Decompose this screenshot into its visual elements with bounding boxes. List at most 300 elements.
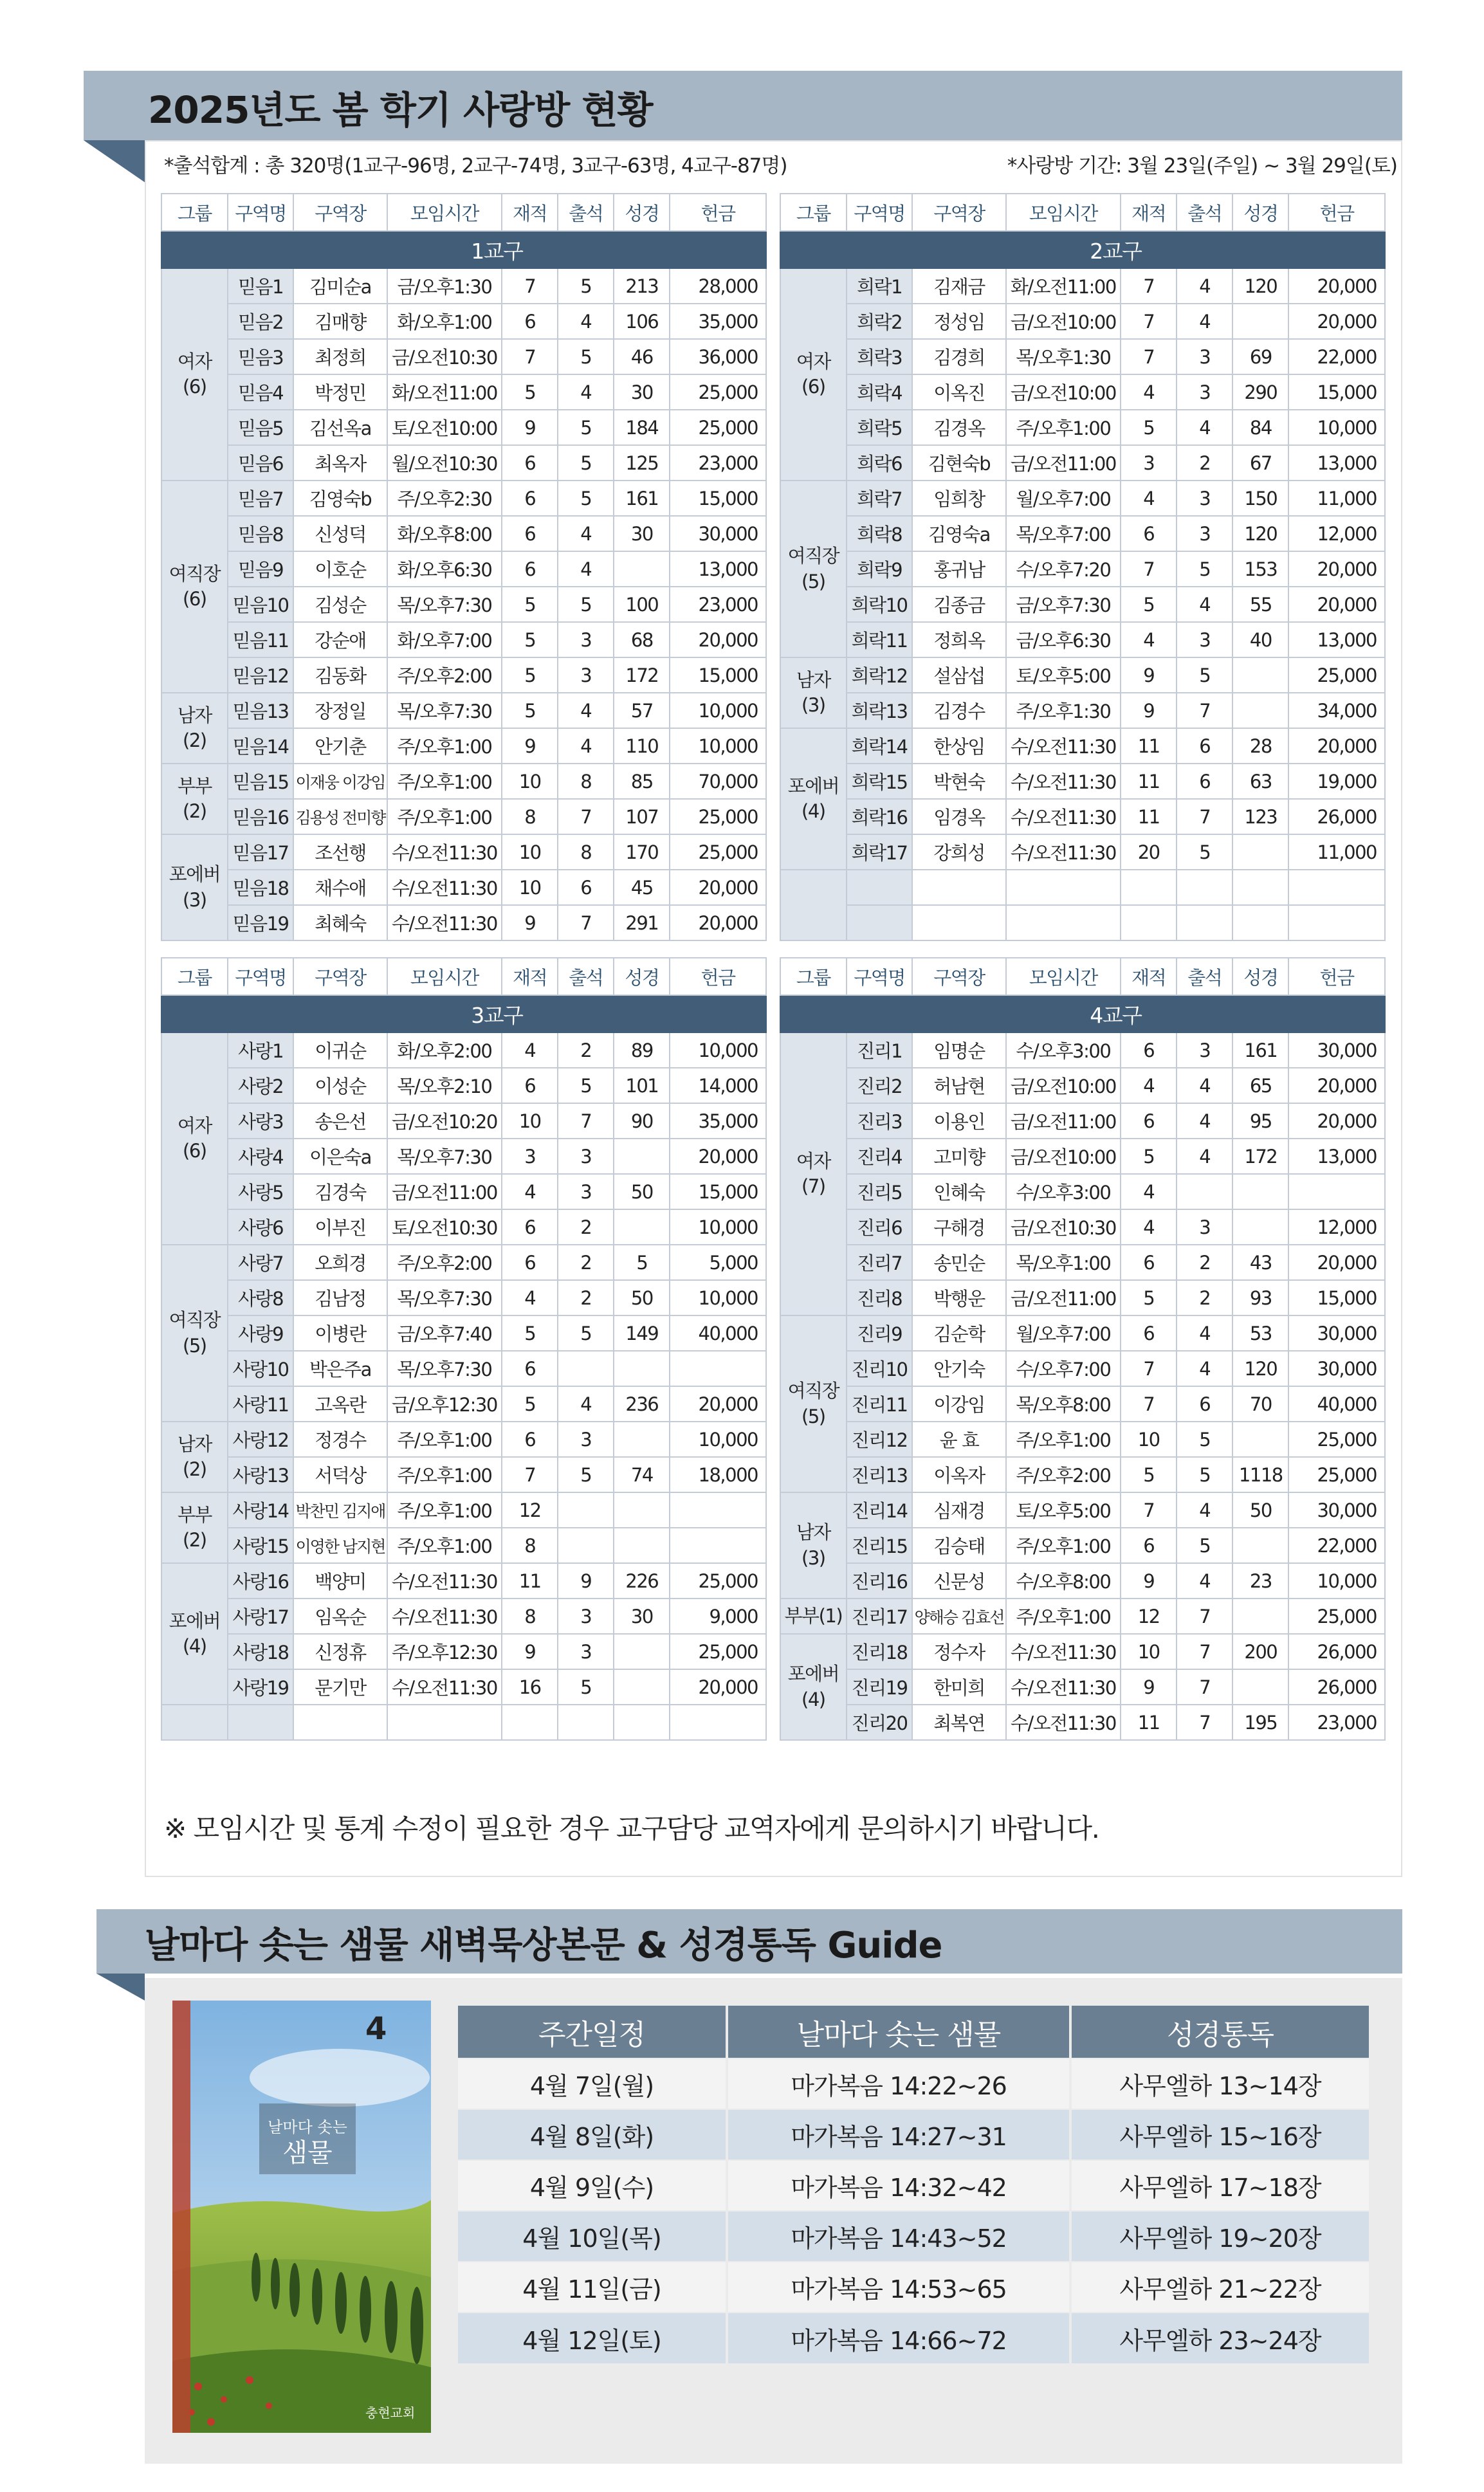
zone-leader: 박정민 [293,374,387,410]
schedule-column-header: 성경통독 [1070,2006,1370,2058]
bible-count: 149 [614,1315,670,1351]
table-row [780,1280,1385,1315]
meeting-time: 금/오전10:30 [387,339,502,374]
zone-name: 진리15 [847,1528,913,1563]
attendance-count: 8 [558,834,614,870]
district-row [161,231,766,268]
attendance-count: 6 [1177,1386,1232,1422]
book-cover-image [172,2001,431,2433]
attendance-count [558,1492,614,1528]
zone-leader: 이옥자 [912,1457,1005,1492]
bible-count: 120 [1232,516,1288,551]
attendance-count: 5 [558,1068,614,1103]
table-row [780,1634,1385,1669]
enrolled-count: 11 [1121,764,1177,799]
zone-leader: 한미희 [912,1669,1005,1705]
table-row [161,1351,766,1386]
enrolled-count [1121,870,1177,905]
bible-count [1232,657,1288,693]
table-row [161,1705,766,1740]
enrolled-count: 7 [1121,1351,1177,1386]
column-header: 구역장 [293,958,387,995]
attendance-count: 4 [558,1386,614,1422]
enrolled-count: 4 [502,1280,558,1315]
zone-leader: 김영숙b [293,481,387,516]
table-row [780,516,1385,551]
attendance-count: 5 [558,1669,614,1705]
zone-name: 희락2 [847,304,913,339]
offering-amount: 25,000 [1288,1457,1385,1492]
bible-count: 30 [614,374,670,410]
bible-count: 290 [1232,374,1288,410]
attendance-count: 2 [558,1245,614,1280]
bible-count [1232,693,1288,728]
enrolled-count: 5 [1121,1139,1177,1174]
meeting-time: 수/오후7:20 [1006,551,1121,587]
attendance-count: 3 [558,1139,614,1174]
zone-leader: 이옥진 [912,374,1005,410]
zone-leader: 양해승 김효선 [912,1599,1005,1634]
attendance-count: 4 [1177,1563,1232,1599]
offering-amount: 30,000 [670,516,766,551]
enrolled-count: 5 [502,1315,558,1351]
devotional-passage: 마가복음 14:43~52 [727,2211,1070,2262]
bible-count: 30 [614,1599,670,1634]
enrolled-count: 5 [1121,410,1177,445]
offering-amount: 30,000 [1288,1032,1385,1068]
bible-count [1232,905,1288,940]
offering-amount: 25,000 [670,374,766,410]
notice-text: ※ 모임시간 및 통계 수정이 필요한 경우 교구담당 교역자에게 문의하시기 바랍니다. [164,1813,1099,1844]
enrolled-count: 6 [502,1351,558,1386]
zone-leader: 임경옥 [912,799,1005,834]
meeting-time: 금/오후6:30 [1006,622,1121,657]
bible-reading: 사무엘하 19~20장 [1070,2211,1370,2262]
offering-amount: 10,000 [1288,410,1385,445]
schedule-row [458,2313,1370,2363]
bible-count: 150 [1232,481,1288,516]
meeting-time [387,1705,502,1740]
zone-name: 믿음16 [228,799,294,834]
schedule-row [458,2160,1370,2211]
reading-schedule-table [458,2006,1371,2363]
offering-amount: 40,000 [670,1315,766,1351]
schedule-date: 4월 11일(금) [458,2262,727,2313]
table-row [161,516,766,551]
table-row [780,1528,1385,1563]
enrolled-count: 5 [502,374,558,410]
enrolled-count: 9 [502,728,558,764]
zone-leader: 구해경 [912,1209,1005,1245]
enrolled-count: 11 [1121,1705,1177,1740]
zone-name: 사랑18 [228,1634,294,1669]
bible-count: 68 [614,622,670,657]
table-header-row [780,958,1385,995]
enrolled-count: 9 [502,410,558,445]
attendance-count: 5 [558,1457,614,1492]
enrolled-count: 5 [502,587,558,622]
bible-count: 100 [614,587,670,622]
book-title-line2: 샘물 [282,2138,333,2168]
meeting-time: 화/오전11:00 [1006,268,1121,304]
offering-amount: 14,000 [670,1068,766,1103]
attendance-count: 7 [1177,1705,1232,1740]
zone-leader: 최혜숙 [293,905,387,940]
enrolled-count: 8 [502,1528,558,1563]
zone-name: 믿음11 [228,622,294,657]
district-table-1 [161,193,767,941]
attendance-count: 4 [1177,304,1232,339]
zone-name: 희락13 [847,693,913,728]
meeting-time: 금/오전10:00 [1006,1068,1121,1103]
bible-count [1232,1599,1288,1634]
table-row [780,1705,1385,1740]
meeting-time: 수/오후7:00 [1006,1351,1121,1386]
offering-amount: 19,000 [1288,764,1385,799]
table-header-row [161,194,766,231]
bible-count: 172 [1232,1139,1288,1174]
table-row [780,410,1385,445]
group-label: 포에버 (4) [780,1634,847,1740]
enrolled-count: 4 [502,1174,558,1209]
group-label: 남자 (2) [161,693,228,764]
bible-count: 107 [614,799,670,834]
bible-count: 125 [614,445,670,481]
table-row [161,657,766,693]
column-header: 출석 [558,194,614,231]
zone-name: 희락15 [847,764,913,799]
bible-count: 195 [1232,1705,1288,1740]
zone-name: 진리11 [847,1386,913,1422]
bible-count [1232,1174,1288,1209]
zone-leader: 이귀순 [293,1032,387,1068]
zone-leader: 김종금 [912,587,1005,622]
table-row [161,1315,766,1351]
offering-amount: 20,000 [670,1386,766,1422]
bible-count: 184 [614,410,670,445]
offering-amount: 11,000 [1288,834,1385,870]
offering-amount: 23,000 [670,445,766,481]
offering-amount: 12,000 [1288,516,1385,551]
meeting-time: 금/오전10:30 [1006,1209,1121,1245]
zone-leader: 조선행 [293,834,387,870]
attendance-count: 4 [558,728,614,764]
meeting-time: 화/오후6:30 [387,551,502,587]
zone-name: 믿음14 [228,728,294,764]
column-header: 출석 [558,958,614,995]
bible-count: 30 [614,516,670,551]
offering-amount: 20,000 [670,870,766,905]
zone-name: 진리7 [847,1245,913,1280]
zone-leader: 임희창 [912,481,1005,516]
zone-name: 사랑17 [228,1599,294,1634]
meeting-time: 주/오후1:00 [1006,410,1121,445]
meeting-time: 목/오후1:30 [1006,339,1121,374]
zone-name: 믿음5 [228,410,294,445]
bible-count [614,1528,670,1563]
zone-leader: 고미향 [912,1139,1005,1174]
status-banner [84,71,1402,140]
meeting-time: 수/오전11:30 [1006,1705,1121,1740]
bible-count [1232,1422,1288,1457]
offering-amount: 20,000 [1288,304,1385,339]
offering-amount: 30,000 [1288,1492,1385,1528]
enrolled-count: 11 [1121,728,1177,764]
offering-amount: 25,000 [670,1563,766,1599]
offering-amount: 40,000 [1288,1386,1385,1422]
group-label: 부부 (2) [161,1492,228,1563]
table-row [780,1068,1385,1103]
column-header: 헌금 [670,958,766,995]
attendance-count: 5 [558,445,614,481]
table-row [161,622,766,657]
zone-leader: 정성임 [912,304,1005,339]
zone-leader: 박행운 [912,1280,1005,1315]
schedule-date: 4월 12일(토) [458,2313,727,2363]
bible-count [1232,1209,1288,1245]
enrolled-count: 9 [1121,1669,1177,1705]
meeting-time: 목/오후1:00 [1006,1245,1121,1280]
bible-count: 120 [1232,1351,1288,1386]
meeting-time: 토/오전10:30 [387,1209,502,1245]
table-row [780,1139,1385,1174]
bible-count: 90 [614,1103,670,1139]
district-table-3 [161,957,767,1741]
guide-title: 날마다 솟는 샘물 새벽묵상본문 & 성경통독 Guide [145,1925,942,1966]
bible-reading: 사무엘하 13~14장 [1070,2058,1370,2109]
offering-amount: 35,000 [670,304,766,339]
zone-name: 희락1 [847,268,913,304]
offering-amount: 35,000 [670,1103,766,1139]
meeting-time [1006,870,1121,905]
zone-leader: 김매향 [293,304,387,339]
meeting-time: 주/오후1:00 [1006,1599,1121,1634]
zone-leader: 서덕상 [293,1457,387,1492]
meeting-time: 금/오전11:00 [1006,1280,1121,1315]
enrolled-count: 8 [502,1599,558,1634]
offering-amount: 25,000 [1288,657,1385,693]
bible-count: 74 [614,1457,670,1492]
offering-amount: 23,000 [670,587,766,622]
offering-amount: 34,000 [1288,693,1385,728]
attendance-count: 5 [1177,1457,1232,1492]
book-church: 충현교회 [365,2405,416,2421]
table-row [780,551,1385,587]
attendance-count: 5 [558,339,614,374]
zone-name: 희락7 [847,481,913,516]
bible-reading: 사무엘하 15~16장 [1070,2109,1370,2160]
zone-leader: 이재웅 이강임 [293,764,387,799]
zone-leader: 김승태 [912,1528,1005,1563]
enrolled-count: 3 [502,1139,558,1174]
meeting-time: 주/오후1:00 [387,728,502,764]
enrolled-count: 6 [1121,516,1177,551]
offering-amount: 10,000 [670,1422,766,1457]
offering-amount [1288,1174,1385,1209]
meeting-time [1006,905,1121,940]
meeting-time: 수/오전11:30 [1006,1634,1121,1669]
enrolled-count: 10 [502,764,558,799]
attendance-count: 5 [558,481,614,516]
bible-count: 1118 [1232,1457,1288,1492]
enrolled-count: 10 [1121,1634,1177,1669]
zone-leader: 이영한 남지현 [293,1528,387,1563]
offering-amount: 20,000 [1288,1103,1385,1139]
attendance-count: 4 [558,516,614,551]
guide-fold-icon [96,1974,148,2006]
meeting-time: 주/오후2:00 [1006,1457,1121,1492]
meeting-time: 목/오후7:30 [387,1351,502,1386]
bible-count [614,1351,670,1386]
meeting-time: 주/오후2:00 [387,1245,502,1280]
enrolled-count: 9 [502,1634,558,1669]
attendance-count: 3 [558,1599,614,1634]
column-header: 헌금 [670,194,766,231]
zone-leader: 안기숙 [912,1351,1005,1386]
offering-amount: 23,000 [1288,1705,1385,1740]
offering-amount [670,1492,766,1528]
table-row [161,1528,766,1563]
zone-leader: 이호순 [293,551,387,587]
zone-leader: 김영숙a [912,516,1005,551]
zone-name: 사랑11 [228,1386,294,1422]
zone-name: 사랑14 [228,1492,294,1528]
attendance-count: 5 [558,1315,614,1351]
offering-amount: 20,000 [1288,1068,1385,1103]
offering-amount: 15,000 [670,657,766,693]
enrolled-count: 5 [502,622,558,657]
attendance-count: 4 [1177,1139,1232,1174]
district-name: 2교구 [847,231,1385,268]
schedule-row [458,2211,1370,2262]
enrolled-count: 9 [1121,657,1177,693]
district-row [161,995,766,1032]
bible-count [1232,870,1288,905]
offering-amount: 20,000 [670,1139,766,1174]
group-label: 여직장 (5) [780,1315,847,1492]
enrolled-count: 7 [502,268,558,304]
column-header: 그룹 [161,194,228,231]
bible-count: 70 [1232,1386,1288,1422]
schedule-row [458,2262,1370,2313]
zone-leader: 심재경 [912,1492,1005,1528]
zone-leader: 김순학 [912,1315,1005,1351]
table-row [161,304,766,339]
meeting-time: 금/오후1:30 [387,268,502,304]
offering-amount: 26,000 [1288,799,1385,834]
attendance-count: 5 [558,410,614,445]
zone-name: 희락11 [847,622,913,657]
bible-count: 89 [614,1032,670,1068]
offering-amount: 15,000 [670,481,766,516]
offering-amount: 13,000 [1288,445,1385,481]
attendance-count: 5 [558,268,614,304]
table-row [161,1492,766,1528]
zone-name: 진리10 [847,1351,913,1386]
enrolled-count: 10 [1121,1422,1177,1457]
attendance-count: 2 [558,1032,614,1068]
enrolled-count: 4 [1121,622,1177,657]
table-row [161,268,766,304]
column-header: 성경 [1232,958,1288,995]
enrolled-count: 5 [1121,1457,1177,1492]
meeting-time: 목/오후8:00 [1006,1386,1121,1422]
zone-name: 희락17 [847,834,913,870]
group-label: 포에버 (4) [161,1563,228,1705]
table-row [780,905,1385,940]
table-row [780,374,1385,410]
group-label: 여직장 (6) [161,481,228,693]
column-header: 구역장 [293,194,387,231]
table-row [780,764,1385,799]
district-table-2 [780,193,1386,941]
meeting-time: 목/오후2:10 [387,1068,502,1103]
zone-name: 희락5 [847,410,913,445]
meeting-time: 수/오전11:30 [1006,728,1121,764]
table-row [780,1599,1385,1634]
meeting-time: 주/오후12:30 [387,1634,502,1669]
schedule-row [458,2109,1370,2160]
zone-name: 희락12 [847,657,913,693]
zone-leader: 김현숙b [912,445,1005,481]
attendance-count: 3 [1177,622,1232,657]
zone-name: 진리4 [847,1139,913,1174]
offering-amount: 10,000 [670,693,766,728]
group-label: 여자 (6) [161,268,228,481]
attendance-count [1177,905,1232,940]
column-header: 구역장 [912,194,1005,231]
attendance-count: 6 [558,870,614,905]
offering-amount [670,1705,766,1740]
bible-count [614,1705,670,1740]
meeting-time: 주/오후1:00 [1006,1422,1121,1457]
offering-amount: 9,000 [670,1599,766,1634]
table-row [161,1209,766,1245]
devotional-passage: 마가복음 14:32~42 [727,2160,1070,2211]
zone-name: 진리17 [847,1599,913,1634]
zone-name: 진리14 [847,1492,913,1528]
table-row [161,1103,766,1139]
bible-count: 23 [1232,1563,1288,1599]
enrolled-count: 6 [502,1422,558,1457]
enrolled-count: 12 [1121,1599,1177,1634]
table-row [780,304,1385,339]
meeting-time: 화/오후2:00 [387,1032,502,1068]
column-header: 성경 [614,194,670,231]
column-header: 구역장 [912,958,1005,995]
enrolled-count: 7 [1121,551,1177,587]
zone-leader: 이성순 [293,1068,387,1103]
offering-amount [670,1351,766,1386]
meeting-time: 월/오후7:00 [1006,1315,1121,1351]
zone-leader: 이은숙a [293,1139,387,1174]
attendance-count: 7 [1177,799,1232,834]
zone-name: 희락8 [847,516,913,551]
meeting-time: 주/오후1:00 [387,764,502,799]
meeting-time: 수/오전11:30 [387,1563,502,1599]
attendance-count: 3 [1177,481,1232,516]
enrolled-count: 6 [1121,1245,1177,1280]
zone-leader: 홍귀남 [912,551,1005,587]
attendance-count: 4 [1177,587,1232,622]
schedule-date: 4월 8일(화) [458,2109,727,2160]
meeting-time: 화/오전11:00 [387,374,502,410]
schedule-date: 4월 10일(목) [458,2211,727,2262]
zone-name: 진리1 [847,1032,913,1068]
offering-amount: 10,000 [670,1032,766,1068]
bible-count: 95 [1232,1103,1288,1139]
meeting-time: 주/오후1:00 [387,1457,502,1492]
